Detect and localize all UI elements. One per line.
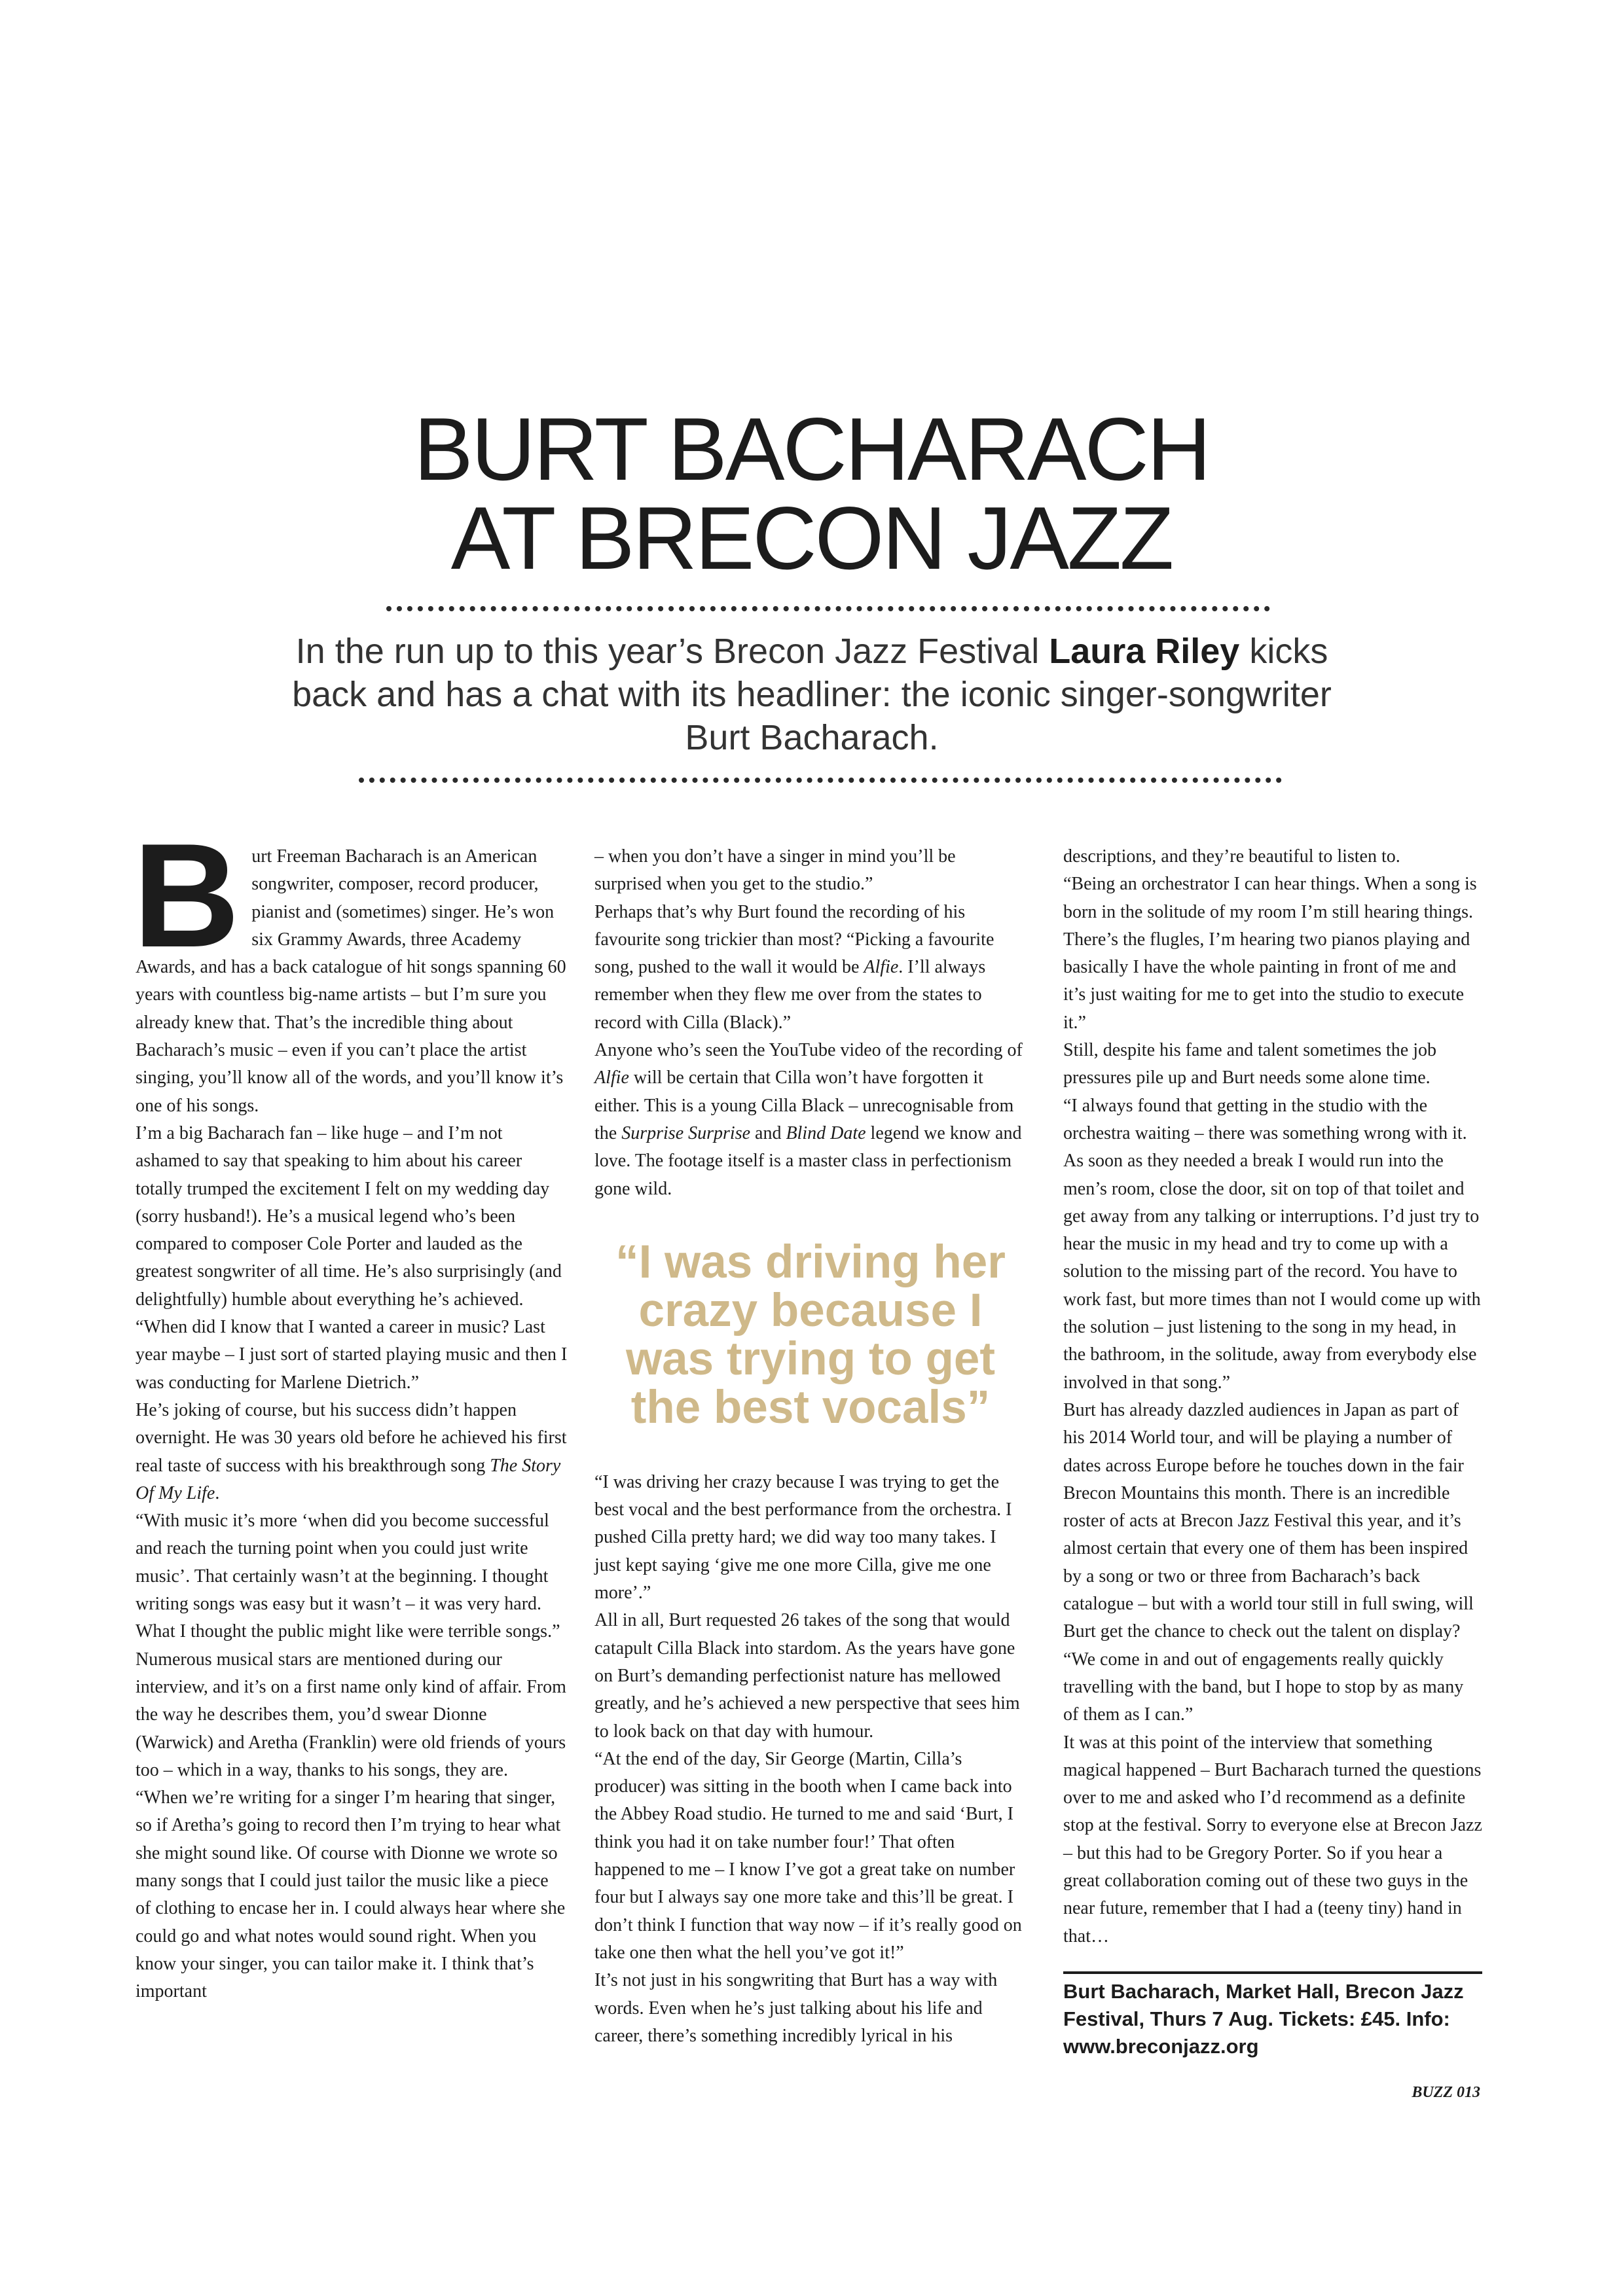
text-run: Perhaps that’s why Burt found the recording of his favourite song trickier than most? “Picking a favourite song, pushed to the wall it would be (594, 901, 994, 978)
paragraph: “With music it’s more ‘when did you become successful and reach the turning point when you could just write music’. That certainly wasn’t at the beginning. I thought writing songs was easy but it wasn’t – it was very hard. What I thought the public might like were terrible songs.” (136, 1511, 560, 1642)
paragraph: “We come in and out of engagements really quickly travelling with the band, but I hope to stop by as many of them as I can.” (1063, 1649, 1464, 1725)
dotted-divider-bottom (359, 778, 1282, 783)
paragraph: All in all, Burt requested 26 takes of the song that would catapult Cilla Black into stardom. As the years have gone on Burt’s demanding perfectionist nature has mellowed greatly, and he’s achieved a new perspective that sees him to look back on that day with humour. (594, 1610, 1020, 1742)
article-column-2 (594, 843, 1027, 2050)
paragraph: He’s joking of course, but his success didn’t happen overnight. He was 30 years old before he achieved his first real taste of success with his breakthrough song The Story Of My Life. (136, 1399, 567, 1503)
paragraph: “I always found that getting in the studio with the orchestra waiting – there was something wrong with it. As soon as they needed a break I would run into the men’s room, close the door, sit on top of that toilet and get away from any talking or interruptions. I’d just try to hear the music in my head and try to come up with a solution to the missing part of the record. You have to work fast, but more times than not I would come up with the solution – just listening to the song in my head, in the bathroom, in the solitude, away from everybody else involved in that song.” (1063, 1095, 1481, 1393)
paragraph (594, 899, 1027, 1037)
show-title: Blind Date (786, 1122, 866, 1143)
drop-cap: B (133, 812, 240, 978)
pull-quote: “I was driving her crazy because I was trying to get the best vocals” (615, 1236, 1006, 1433)
paragraph: Burt has already dazzled audiences in Japan as part of his 2014 World tour, and will be playing a number of dates across Europe before he touches down in the fair Brecon Mountains this month. There is an incredible roster of acts at Brecon Jazz Festival this year, and it’s almost certain that every one of them has been inspired by a song or two or three from Bacharach’s back catalogue – but with a world tour still in full swing, will Burt get the chance to check out the talent on display? (1063, 1399, 1474, 1642)
song-title: Alfie (864, 957, 899, 978)
text-run: and (755, 1122, 782, 1143)
paragraph: “When we’re writing for a singer I’m hearing that singer, so if Aretha’s going to record then I’m trying to hear what she might sound like. Of course with Dionne we wrote so many songs that I could just tailor the music like a piece of clothing to encase her in. I could always hear where she could go and what notes would sound right. When you know your singer, you can tailor make it. I think that’s important (136, 1787, 566, 2002)
standfirst (282, 630, 1342, 759)
standfirst-intro: In the run up to this year’s Brecon Jazz Festival (295, 632, 1049, 671)
standfirst-outro: kicks back and has a chat with its headliner: the iconic singer-songwriter Burt Bacharach. (292, 632, 1332, 757)
article-column-1 (133, 812, 568, 2005)
text-run: will be certain that Cilla won’t have forgotten it either. This is a young Cilla Black – unrecognisable from the (594, 1067, 1014, 1143)
paragraph: It was at this point of the interview that something magical happened – Burt Bacharach turned the questions over to me and asked who I’d recommend as a definite stop at the festival. Sorry to everyone else at Brecon Jazz – but this had to be Gregory Porter. So if you hear a great collaboration coming out of these two guys in the near future, remember that I had a (teeny tiny) hand in that… (1063, 1732, 1482, 1946)
info-rule (1063, 1971, 1482, 1974)
article-column-3 (1063, 843, 1482, 2060)
dotted-divider-top (386, 606, 1270, 611)
paragraph: Still, despite his fame and talent sometimes the job pressures pile up and Burt needs some alone time. (1063, 1040, 1437, 1088)
text-run: legend we know and love. The footage itself is a master class in perfectionism gone wild. (594, 1122, 1022, 1199)
paragraph: It’s not just in his songwriting that Burt has a way with words. Even when he’s just talking about his life and career, there’s something incredibly lyrical in his (594, 1970, 998, 2046)
text-run: . I’ll always remember when they flew me over from the states to record with Cilla (Black).” (594, 957, 986, 1033)
song-title: Alfie (594, 1067, 629, 1088)
author-name: Laura Riley (1049, 632, 1240, 671)
paragraph: “Being an orchestrator I can hear things. When a song is born in the solitude of my room I’m still hearing things. There’s the flugles, I’m hearing two pianos playing and basically I have the whole painting in front of me and it’s just waiting for me to get into the studio to execute it.” (1063, 874, 1477, 1033)
show-title: Surprise Surprise (621, 1122, 751, 1143)
paragraph: Numerous musical stars are mentioned during our interview, and it’s on a first name only kind of affair. From the way he describes them, you’d swear Dionne (Warwick) and Aretha (Franklin) were old friends of yours too – which in a way, thanks to his songs, they are. (136, 1649, 566, 1780)
title-line-2: AT BRECON JAZZ (450, 488, 1173, 588)
paragraph: “At the end of the day, Sir George (Martin, Cilla’s producer) was sitting in the booth when I came back into the Abbey Road studio. He turned to me and said ‘Burt, I think you had it on take number four!’ That often happened to me – I know I’ve got a great take on number four but I always say one more take and this’ll be great. I don’t think I function that way now – if it’s really good on take one then what the hell you’ve got it!” (594, 1748, 1022, 1963)
paragraph: descriptions, and they’re beautiful to listen to. (1063, 846, 1400, 867)
paragraph: “I was driving her crazy because I was trying to get the best vocal and the best performance from the orchestra. I pushed Cilla pretty hard; we did way too many takes. I just kept saying ‘give me one more Cilla, give me one more’.” (594, 1471, 1012, 1604)
text-run: Anyone who’s seen the YouTube video of the recording of (594, 1040, 1023, 1061)
article-title (0, 399, 1623, 588)
paragraph: – when you don’t have a singer in mind you’ll be surprised when you get to the studio.” (594, 846, 956, 895)
paragraph: I’m a big Bacharach fan – like huge – and I’m not ashamed to say that speaking to him about his career totally trumped the excitement I felt on my wedding day (sorry husband!). He’s a musical legend who’s been compared to composer Cole Porter and lauded as the greatest songwriter of all time. He’s also surprisingly (and delightfully) humble about everything he’s achieved. (136, 1122, 562, 1310)
paragraph: “When did I know that I wanted a career in music? Last year maybe – I just sort of started playing music and then I was conducting for Marlene Dietrich.” (136, 1317, 568, 1393)
event-info: Burt Bacharach, Market Hall, Brecon Jazz Festival, Thurs 7 Aug. Tickets: £45. Info: www.breconjazz.org (1063, 1979, 1464, 2058)
page-folio: BUZZ 013 (1412, 2084, 1480, 2101)
paragraph: urt Freeman Bacharach is an American songwriter, composer, record producer, pianist and (sometimes) singer. He’s won six Grammy Awards, three Academy Awards, and has a back catalogue of hit songs spanning 60 years with countless big-name artists – but I’m sure you already knew that. That’s the incredible thing about Bacharach’s music – even if you can’t place the artist singing, you’ll know all of the words, and you’ll know it’s one of his songs. (136, 846, 566, 1116)
paragraph (594, 1037, 1027, 1203)
song-title: The Story Of My Life (136, 1455, 561, 1503)
text-run: He’s joking of course, but his success didn’t happen overnight. He was 30 years old before he achieved his first real taste of success with his breakthrough song (136, 1399, 567, 1476)
title-line-1: BURT BACHARACH (413, 399, 1209, 499)
